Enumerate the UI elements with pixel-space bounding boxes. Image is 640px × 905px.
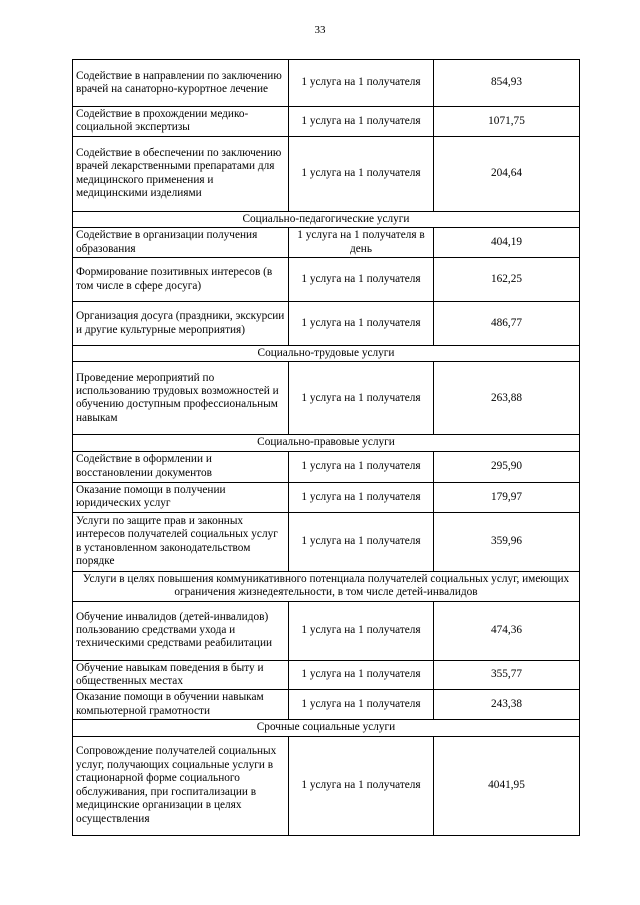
table-row — [73, 136, 580, 211]
section-header-row — [73, 720, 580, 736]
price-cell: 1071,75 — [434, 107, 580, 137]
section-title: Срочные социальные услуги — [73, 720, 580, 736]
unit-cell: 1 услуга на 1 получателя в день — [289, 228, 434, 258]
table-row — [73, 690, 580, 720]
unit-cell: 1 услуга на 1 получателя — [289, 601, 434, 660]
price-cell: 243,38 — [434, 690, 580, 720]
price-cell: 854,93 — [434, 60, 580, 107]
section-title: Услуги в целях повышения коммуникативного потенциала получателей социальных услуг, имеющих ограничения жизнедеятельности, в том числе детей-инвалидов — [73, 571, 580, 601]
services-price-table — [72, 59, 580, 836]
price-cell: 4041,95 — [434, 736, 580, 835]
table-row — [73, 60, 580, 107]
price-cell: 204,64 — [434, 136, 580, 211]
unit-cell: 1 услуга на 1 получателя — [289, 107, 434, 137]
price-cell: 162,25 — [434, 258, 580, 302]
price-cell: 295,90 — [434, 451, 580, 482]
service-name-cell: Сопровождение получателей социальных услуг, получающих социальные услуги в стационарной форме социального обслуживания, при госпитализации в медицинские организации в целях осуществления — [73, 736, 289, 835]
section-title: Социально-трудовые услуги — [73, 346, 580, 362]
table-row — [73, 362, 580, 435]
service-name-cell: Обучение навыкам поведения в быту и общественных местах — [73, 660, 289, 690]
table-body — [73, 60, 580, 836]
table-row — [73, 258, 580, 302]
service-name-cell: Проведение мероприятий по использованию трудовых возможностей и обучению доступным профессиональным навыкам — [73, 362, 289, 435]
service-name-cell: Содействие в направлении по заключению врачей на санаторно-курортное лечение — [73, 60, 289, 107]
table-row — [73, 302, 580, 346]
section-title: Социально-правовые услуги — [73, 435, 580, 451]
table-row — [73, 228, 580, 258]
unit-cell: 1 услуга на 1 получателя — [289, 512, 434, 571]
service-name-cell: Оказание помощи в получении юридических услуг — [73, 482, 289, 512]
price-cell: 355,77 — [434, 660, 580, 690]
table-row — [73, 482, 580, 512]
price-cell: 179,97 — [434, 482, 580, 512]
price-cell: 474,36 — [434, 601, 580, 660]
service-name-cell: Содействие в организации получения образования — [73, 228, 289, 258]
unit-cell: 1 услуга на 1 получателя — [289, 302, 434, 346]
price-cell: 486,77 — [434, 302, 580, 346]
unit-cell: 1 услуга на 1 получателя — [289, 362, 434, 435]
unit-cell: 1 услуга на 1 получателя — [289, 60, 434, 107]
unit-cell: 1 услуга на 1 получателя — [289, 736, 434, 835]
table-row — [73, 451, 580, 482]
service-name-cell: Услуги по защите прав и законных интересов получателей социальных услуг в установленном законодательством порядке — [73, 512, 289, 571]
table-row — [73, 107, 580, 137]
unit-cell: 1 услуга на 1 получателя — [289, 136, 434, 211]
unit-cell: 1 услуга на 1 получателя — [289, 690, 434, 720]
table-row — [73, 660, 580, 690]
service-name-cell: Формирование позитивных интересов (в том числе в сфере досуга) — [73, 258, 289, 302]
service-name-cell: Обучение инвалидов (детей-инвалидов) пользованию средствами ухода и техническими средствами реабилитации — [73, 601, 289, 660]
service-name-cell: Содействие в оформлении и восстановлении документов — [73, 451, 289, 482]
unit-cell: 1 услуга на 1 получателя — [289, 482, 434, 512]
table-row — [73, 601, 580, 660]
service-name-cell: Содействие в прохождении медико-социальной экспертизы — [73, 107, 289, 137]
price-cell: 404,19 — [434, 228, 580, 258]
price-cell: 263,88 — [434, 362, 580, 435]
service-name-cell: Организация досуга (праздники, экскурсии и другие культурные мероприятия) — [73, 302, 289, 346]
section-header-row — [73, 211, 580, 227]
unit-cell: 1 услуга на 1 получателя — [289, 660, 434, 690]
service-name-cell: Оказание помощи в обучении навыкам компьютерной грамотности — [73, 690, 289, 720]
section-header-row — [73, 435, 580, 451]
unit-cell: 1 услуга на 1 получателя — [289, 258, 434, 302]
section-header-row — [73, 571, 580, 601]
price-cell: 359,96 — [434, 512, 580, 571]
service-name-cell: Содействие в обеспечении по заключению врачей лекарственными препаратами для медицинского применения и медицинскими изделиями — [73, 136, 289, 211]
page-number: 33 — [314, 24, 326, 36]
section-header-row — [73, 346, 580, 362]
section-title: Социально-педагогические услуги — [73, 211, 580, 227]
table-row — [73, 512, 580, 571]
table-row — [73, 736, 580, 835]
unit-cell: 1 услуга на 1 получателя — [289, 451, 434, 482]
